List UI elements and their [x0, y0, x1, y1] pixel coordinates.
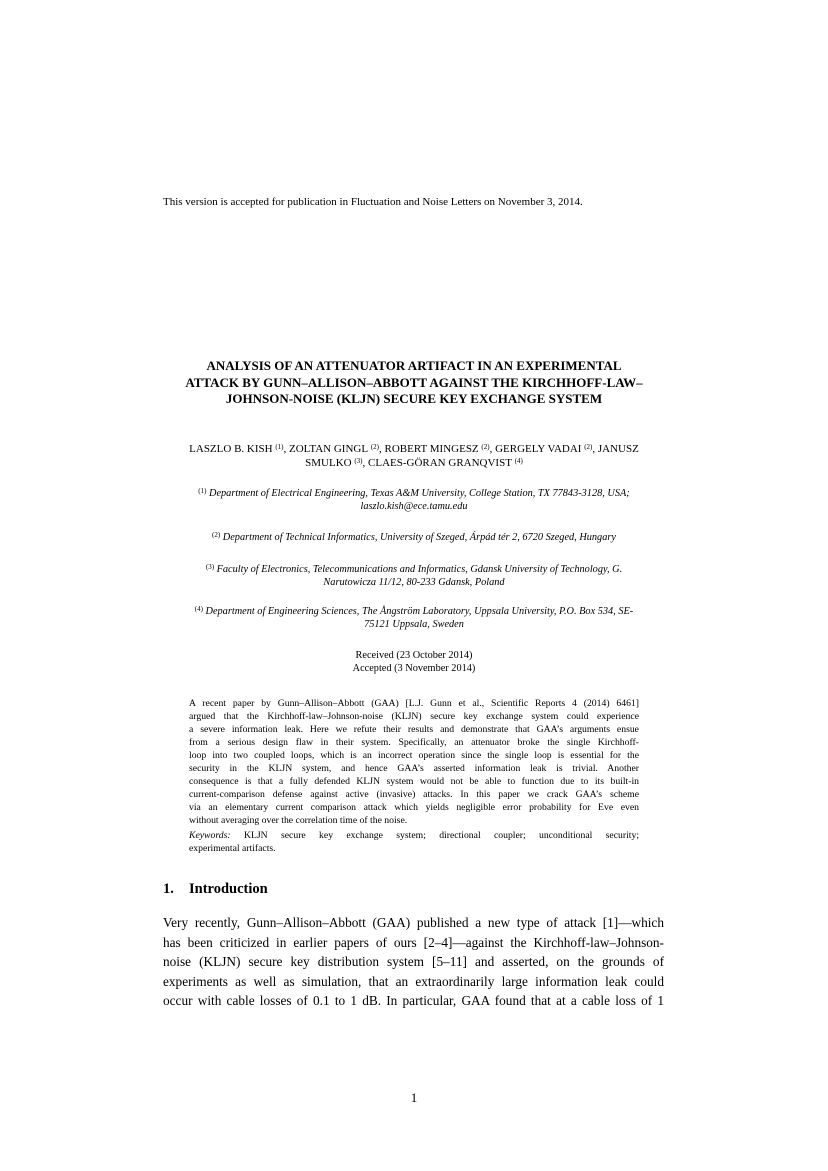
accepted-date: Accepted (3 November 2014): [352, 663, 476, 674]
author-name-part: SMULKO: [305, 457, 352, 469]
body-line: Very recently, Gunn–Allison–Abbott (GAA) published a new type of attack [1]—which: [163, 915, 664, 930]
keywords: [189, 829, 639, 855]
title-line: ANALYSIS OF AN ATTENUATOR ARTIFACT IN AN EXPERIMENTAL: [206, 358, 622, 373]
title-line: JOHNSON-NOISE (KLJN) SECURE KEY EXCHANGE SYSTEM: [225, 391, 603, 406]
author-email: laszlo.kish@ece.tamu.edu: [360, 501, 468, 512]
publication-note: This version is accepted for publication in Fluctuation and Noise Letters on November 3, 2014.: [163, 196, 583, 208]
author-affiliation-mark: (2): [370, 443, 379, 451]
author-name: ZOLTAN GINGL: [289, 443, 369, 455]
affiliation-3: [150, 563, 678, 589]
abstract-line: from a serious design flaw in their system. Specifically, an attenuator broke the single Kirchhoff-: [189, 737, 639, 748]
body-line: noise (KLJN) secure key distribution system [5–11] and asserted, on the grounds of: [163, 954, 664, 970]
paper-title: [150, 358, 678, 408]
author-name-part: JANUSZ: [597, 443, 639, 455]
author-list: LASZLO B. KISH $^{(1)}$, ZOLTAN GINGL $^{(2)}$, ROBERT MINGESZ $^{(2)}$, GERGELY VADAI $^{(2)}$, JANUSZ SMULKO $^{(3)}$, CLAES-GÖRAN GRANQVIST $^{(4)}$: [189, 443, 639, 469]
abstract-line: loop into two coupled loops, which is an incorrect operation since the single loop is essential for the: [189, 750, 639, 761]
abstract-line: argued that the Kirchhoff-law–Johnson-noise (KLJN) secure key exchange system could experience: [189, 711, 639, 722]
abstract-line: A recent paper by Gunn–Allison–Abbott (GAA) [L.J. Gunn et al., Scientific Reports 4 (2014) 6461]: [189, 698, 639, 709]
author-name: LASZLO B. KISH: [189, 443, 273, 455]
body-line: experiments as well as simulation, that an extraordinarily large information leak could: [163, 973, 664, 989]
body-line: occur with cable losses of 0.1 to 1 dB. In particular, GAA found that at a cable loss of 1: [163, 993, 664, 1009]
body-line: has been criticized in earlier papers of ours [2–4]—against the Kirchhoff-law–Johnson-: [163, 934, 664, 950]
section-title: Introduction: [189, 881, 268, 897]
affiliation-1: [150, 487, 678, 513]
author-affiliation-mark: (2): [481, 443, 490, 451]
affiliation-text: Faculty of Electronics, Telecommunications and Informatics, Gdansk University of Technology, G.: [216, 564, 623, 575]
author-name: GERGELY VADAI: [495, 443, 582, 455]
affiliation-2: [150, 531, 678, 544]
affiliation-mark: (4): [194, 605, 203, 613]
affiliation-mark: (3): [205, 563, 215, 571]
affiliation-mark: (1): [198, 487, 207, 495]
author-affiliation-mark: (2): [584, 443, 593, 451]
keywords-text: experimental artifacts.: [189, 843, 276, 854]
title-line: ATTACK BY GUNN–ALLISON–ABBOTT AGAINST THE KIRCHHOFF-LAW–: [185, 374, 643, 390]
submission-dates: [150, 649, 678, 675]
author-affiliation-mark: (1): [275, 443, 284, 451]
keywords-label: Keywords:: [189, 830, 231, 841]
affiliation-text: Department of Engineering Sciences, The Ångström Laboratory, Uppsala University, P.O. Box 534, SE-: [205, 606, 634, 617]
affiliation-mark: (2): [212, 531, 221, 539]
page-number: 1: [410, 1090, 418, 1105]
abstract-line: security in the KLJN system, and hence GAA’s asserted information leak is trivial. Another: [189, 763, 639, 774]
abstract-line: via an elementary current comparison attack which yields negligible error probability for Eve even: [189, 802, 639, 813]
author-name: CLAES-GÖRAN GRANQVIST: [368, 457, 512, 469]
received-date: Received (23 October 2014): [355, 650, 473, 661]
abstract-line: consequence is that a fully defended KLJN system would not be able to function due to its built-in: [189, 776, 639, 787]
affiliation-text: Narutowicza 11/12, 80-233 Gdansk, Poland: [323, 577, 505, 588]
body-paragraph: [163, 913, 664, 1011]
author-affiliation-mark: (4): [514, 457, 523, 465]
author-name: ROBERT MINGESZ: [384, 443, 479, 455]
section-heading: [163, 880, 268, 898]
affiliation-text: Department of Technical Informatics, University of Szeged, Árpád tér 2, 6720 Szeged, Hungary: [222, 532, 616, 543]
keywords-text: KLJN secure key exchange system; directional coupler; unconditional security;: [243, 830, 640, 841]
section-number: 1.: [163, 881, 174, 897]
affiliation-4: [150, 605, 678, 631]
abstract: [189, 697, 639, 827]
abstract-line: a severe information leak. Here we refute their results and demonstrate that GAA’s arguments ensue: [189, 724, 639, 735]
abstract-line: current-comparison defense against active (invasive) attacks. In this paper we crack GAA’s scheme: [189, 789, 639, 800]
author-affiliation-mark: (3): [354, 457, 363, 465]
abstract-line: without averaging over the correlation time of the noise.: [189, 815, 408, 826]
affiliation-text: 75121 Uppsala, Sweden: [364, 619, 464, 630]
affiliation-text: Department of Electrical Engineering, Texas A&M University, College Station, TX 77843-3128, USA;: [209, 488, 630, 499]
